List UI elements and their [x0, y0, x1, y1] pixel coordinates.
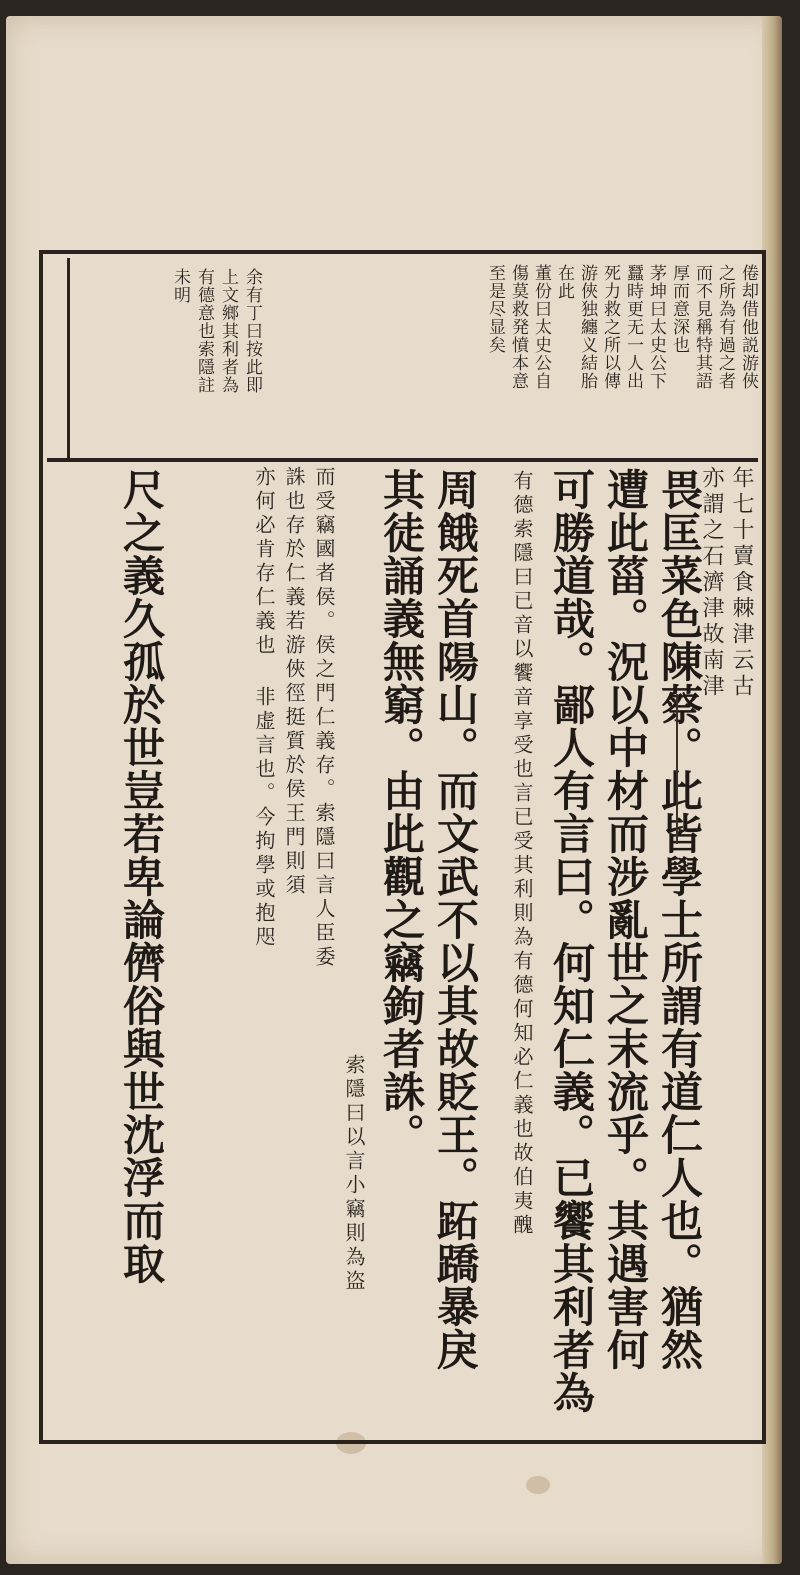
headnote-col-left: 上文鄉其利者為: [218, 268, 238, 394]
headnote-col: 厚而意深也: [669, 264, 689, 354]
headnote-col: 茅坤曰太史公下: [646, 264, 666, 390]
body-column: 誅也存於仁義若游俠徑挺質於侯王門則須: [282, 466, 306, 898]
headnote-col: 死力救之所以傳: [600, 264, 620, 390]
body-column: 尺之義久孤於世豈若卑論儕俗與世沈浮而取: [117, 468, 166, 1285]
body-column: 年七十賣食棘津云古: [729, 466, 754, 700]
headnote-col: 蠶時更无一人出: [623, 264, 643, 390]
headnote-col: 在此: [554, 264, 574, 300]
book-page: [6, 16, 782, 1564]
body-column: 周餓死首陽山。而文武不以其故貶王。跖蹻暴戾: [431, 468, 480, 1371]
headnote-col: 董份曰太史公自: [531, 264, 551, 390]
headnote-col: 至是尽显矣: [485, 264, 505, 354]
text-frame: [39, 250, 766, 1444]
body-column: 其徒誦義無窮。由此觀之竊鉤者誅。: [377, 468, 426, 1156]
body-column: 畏匡菜色陳蔡。此皆學士所謂有道仁人也。猶然: [655, 468, 704, 1371]
headnote-col: 傷莫救発憤本意: [508, 264, 528, 390]
headnote-col: 游俠独纏义結胎: [577, 264, 597, 390]
headnote-band: [47, 258, 758, 462]
body-column: 有德索隱曰已音以饗音享受也言已受其利則為有德何知必仁義也故伯夷醜: [510, 470, 534, 1238]
headnote-col-left: 有德意也索隱註: [194, 268, 214, 394]
body-column: 而受竊國者侯。侯之門仁義存。索隱曰言人臣委: [312, 466, 336, 970]
body-column: 亦謂之石濟津故南津: [699, 466, 724, 700]
frame-rule: [67, 258, 70, 458]
fish-tail-mark: [676, 694, 718, 844]
headnote-col-left: 余有丁曰按此即: [242, 268, 262, 394]
body-column: 索隱曰以言小竊則為盗: [342, 1054, 366, 1294]
body-column: 亦何必肯存仁義也 非虚言也。今拘學或抱咫: [252, 466, 276, 950]
headnote-col-left: 未明: [170, 268, 190, 304]
headnote-col: 而不見稱特其語: [692, 264, 712, 390]
headnote-col: 之所為有過之者: [715, 264, 735, 390]
body-column: 可勝道哉。鄙人有言曰。何知仁義。已饗其利者為: [547, 468, 596, 1414]
headnote-col: 倦却借他説游俠: [738, 264, 758, 390]
body-column: 遭此菑。況以中材而涉亂世之末流乎。其遇害何: [601, 468, 650, 1371]
ink-stain: [526, 1476, 550, 1494]
